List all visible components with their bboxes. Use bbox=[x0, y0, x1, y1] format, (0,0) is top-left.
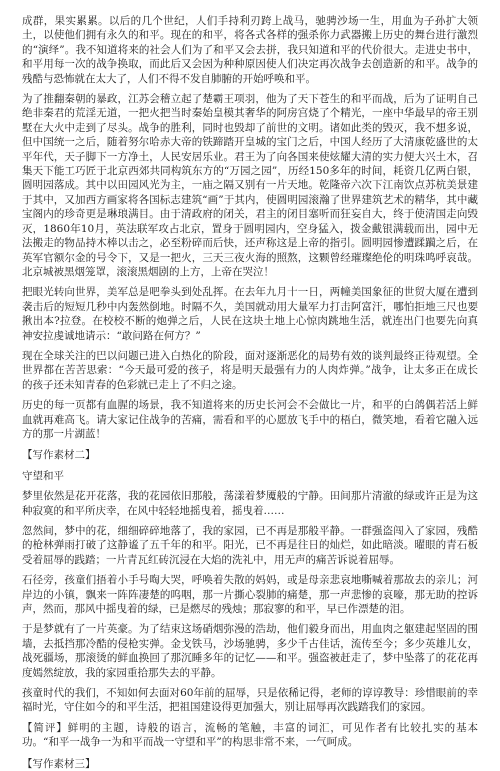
essay2-paragraph-dream: 梦里依然是花开花落，我的花园依旧那般，荡漾着梦魇般的宁静。田间那片清澈的绿或许正是为这种寂寞的和平所庆幸，在风中轻轻地摇曳着，摇曳着…… bbox=[22, 490, 478, 517]
essay2-paragraph-invasion: 忽然间，梦中的花，细细碎碎地落了，我的家园，已不再是那般平静。一群强盗闯入了家园，残酷的枪林弹雨打破了这静谧了五千年的和平。阳光，已不再是往日的灿烂，如此暗淡。曜眼的青石板受着屈辱的践踏；一片青瓦红砖沉浸在大焰的洗礼中，用无声的痛苦诉说着屈辱。 bbox=[22, 525, 478, 566]
essay-title-guard-peace: 守望和平 bbox=[22, 469, 64, 482]
essay-paragraph-continued: 成群，果实累累。以后的几个世纪，人们手持利刃跨上战马，驰骋沙场一生，用血为子孙扩大领土，以使他们拥有永久的和平。现在的和平，将各式各样的强杀你力武器搬上历史的舞台进行激烈的“演绎”。我不知道将来的社会人们为了和平又会去拼，我只知道和平的代价很大。走进史书中，和平用每一次的战争换取，而此后又会因为种种原因使人们决定再次战争去创造新的和平。战争的残酷与恐怖就在太大了，人们不得不发自肺腑的开始呼唤和平。 bbox=[22, 15, 478, 85]
essay2-paragraph-heroes: 于是梦就有了一片英豪。为了结束这场硝烟弥漫的浩劫，他们毅身而出，用血肉之躯建起坚固的围墙，去抵挡那冷酷的侵枪实弹。金戈铁马，沙场驰骋，多少千古佳话，流传至今；多少英雄儿女，战死疆场，那滚烫的鲜血换回了那沉睡多年的记忆——和平。强盗被赶走了，梦中坠落了的花花再度嫣然绽放，我的家园重拾那失去的平静。 bbox=[22, 623, 478, 679]
essay-paragraph-yuanmingyuan: 为了推翻秦朝的暴政，江苏会稽立起了楚霸王项羽，他为了天下苍生的和平而战，后为了证明自己绝非秦君的荒淫无道，一把火把当时秦始皇模其奢华的阿房宫烧了个精光，一座中华最早的帝王别墅在大火中走到了尽头。战争的胜利，同时也毁却了前世的文明。诸如此类的毁灭，我不想多说，但中国统一之后，随着努尔哈赤大帝的铁蹄踏开皇城的宝门之后，中国人经历了大清康乾盛世的太平年代，天子脚下一方净土，人民安居乐业。君王为了向各国来使炫耀大清的实力便大兴土木，召集天下能工巧匠于北京西郊共同构筑东方的“万园之园”，历经150多年的时间，耗资几亿两白银，圆明园落成。其中以田园风光为主，一庙之隔又别有一片天地。乾隆帝六次下江南饮点苏杭美景建于其中，又加西方画家将各国标志建筑“画”于其内，使圆明园滚瀚了世界建筑艺术的精华，其中藏宝阁内的珍奇更是琳琅满目。由于清政府的闭关，君主的闭目塞听而狂妄自大，终于使清国走向毁灭，1860年10月，英法联军攻占北京，置身于圆明园内，空身猛入，拨金戴银满载而出，园中无法搬走的物品持木棒以击之，必至粉碎而后快，还声称这是上帝的指引。圆明园惨遭蹂躏之后，在英军官额尔金的号令下，又是一把火，三天三夜火海的照熬，这颗曾经璀璨绝伦的明珠鸣呼哀哉。北京城被黑烟笼罩，滚滚黑烟剧的上方，上帝在哭泣！ bbox=[22, 93, 478, 278]
essay-paragraph-world: 把眼光转向世界，美军总是吧拳头到处乱挥。在去年九月十一日，两幢美国象征的世贸大厦在遭到袭击后的短短几秒中内轰然倒地。时隔不久，美国就动用大量军力打击阿富汗，哪怕拒地三尺也要揪出本?拉登。在校校不断的炮弹之后，人民在这块土地上心惊肉跳地生活，就连出门也要先向真神安拉虔诚地请示：“敢问路在何方？” bbox=[22, 286, 478, 342]
essay-paragraph-closing: 历史的每一页都有血腥的场景，我不知道将来的历史长河会不会做比一片，和平的白鸽偶若活上鲜血就再难高飞。请大家记住战争的苦痛，需看和平的心愿放飞手中的梧白，微笑地，看着它融入远方的那一片湖蓝！ bbox=[22, 399, 478, 440]
section-heading-material-2: 【写作素材二】 bbox=[22, 449, 96, 462]
essay-paragraph-conflict: 现在全球关注的巴以问题已进入白热化的阶段，面对逐渐恶化的局势有效的谈判最终正待观望。全世界都在苦苦思索：“今天最可爱的孩子，将是明天最强有力的人肉炸弹。”战争，让太多正在成长的孩子还未知青春的色彩就已走上了不归之途。 bbox=[22, 349, 478, 391]
review-comment: 【简评】鲜明的主题，诗般的语言，流畅的笔触，丰富的词汇，可见作者有比较扎实的基本功。“和平一战争一为和平而战一守望和平”的构思非常不来，一气呵成。 bbox=[22, 721, 478, 749]
essay2-paragraph-childhood: 孩童时代的我们，不知如何去面对60年前的屈辱，只是依稀记得，老师的谆谆教导：珍惜眼前的幸福时光，守住如今的和平生活，把祖国建设得更加强大，别让屈辱再次践踏我们的家园。 bbox=[22, 687, 478, 714]
section-heading-material-3: 【写作素材三】 bbox=[22, 757, 96, 770]
essay2-paragraph-suffering: 石径旁，孩童们捂着小手号啕大哭，呼唤着失散的妈妈，或是母亲悲哀地嘶喊着那故去的亲儿；河岸边的小镇，飘来一阵阵凄楚的呜咽，那一片撕心裂肺的痛楚，那一声悲惨的哀嚎，那无助的控诉声，然而，那风中摇曳着的绿，已是燃尽的残烛；那寂寥的和平，早已作漂楚的泪。 bbox=[22, 574, 478, 616]
